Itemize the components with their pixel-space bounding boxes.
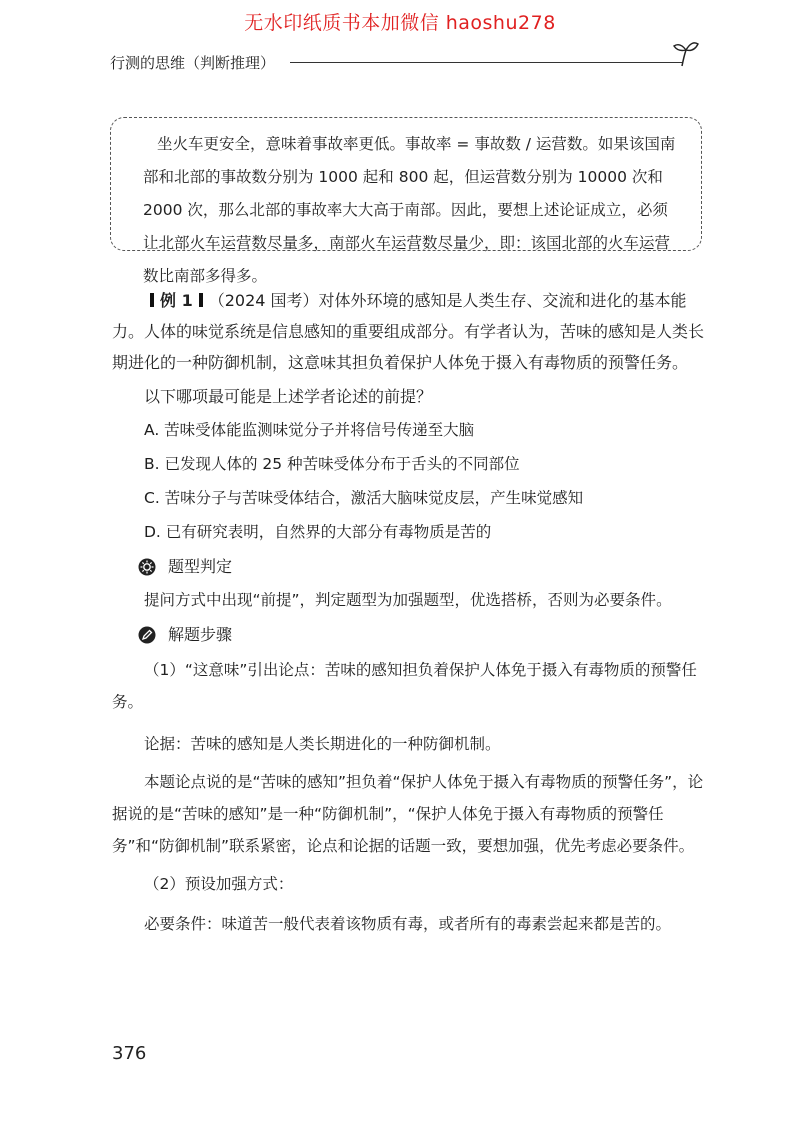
note-text: 坐火车更安全，意味着事故率更低。事故率 = 事故数 / 运营数。如果该国南部和北部的事故数分别为 1000 起和 800 起，但运营数分别为 10000 次和 2000 次，那么北部的事故率大大高于南部。因此，要想上述论证成立，必须让北部火车运营数尽量多，南部火车运营数尽量少，即：该国北部的火车运营数比南部多得多。	[143, 135, 676, 285]
section-steps-title: 解题步骤	[168, 625, 233, 644]
pen-icon	[138, 626, 156, 644]
analysis-text: 本题论点说的是“苦味的感知”担负着“保护人体免于摄入有毒物质的预警任务”，论据说的是“苦味的感知”是一种“防御机制”，“保护人体免于摄入有毒物质的预警任务”和“防御机制”联系紧密，论点和论据的话题一致，要想加强，优先考虑必要条件。	[112, 773, 704, 855]
section-type-heading	[138, 552, 704, 582]
example-question: 以下哪项最可能是上述学者论述的前提？	[144, 387, 433, 406]
option-a: A. 苦味受体能监测味觉分子并将信号传递至大脑	[144, 421, 475, 439]
sprout-icon	[672, 38, 700, 68]
sun-icon	[138, 558, 156, 576]
condition-text: 必要条件：味道苦一般代表着该物质有毒，或者所有的毒素尝起来都是苦的。	[144, 915, 672, 933]
option-b: B. 已发现人体的 25 种苦味受体分布于舌头的不同部位	[144, 455, 520, 473]
page-number: 376	[112, 1043, 147, 1064]
section-steps-heading	[138, 620, 704, 650]
option-c: C. 苦味分子与苦味受体结合，激活大脑味觉皮层，产生味觉感知	[144, 489, 584, 507]
option-d: D. 已有研究表明，自然界的大部分有毒物质是苦的	[144, 523, 492, 541]
example-source: （2024 国考）	[208, 291, 319, 310]
header-rule	[290, 62, 682, 63]
section-type-title: 题型判定	[168, 557, 233, 576]
example-bar-right	[199, 293, 203, 307]
example-stem: 对体外环境的感知是人类生存、交流和进化的基本能力。人体的味觉系统是信息感知的重要组成部分。有学者认为，苦味的感知是人类长期进化的一种防御机制，这意味其担负着保护人体免于摄入有毒物质的预警任务。	[112, 291, 705, 372]
example-label: 例 1	[160, 291, 193, 310]
step-1-text: （1）“这意味”引出论点：苦味的感知担负着保护人体免于摄入有毒物质的预警任务。	[112, 661, 697, 711]
running-header-title: 行测的思维（判断推理）	[110, 54, 276, 72]
section-type-text: 提问方式中出现“前提”，判定题型为加强题型，优选搭桥，否则为必要条件。	[144, 591, 672, 609]
main-content	[112, 284, 704, 940]
watermark-text: 无水印纸质书本加微信 haoshu278	[244, 12, 556, 34]
step-2-text: （2）预设加强方式：	[144, 875, 294, 893]
example-bar-left	[150, 293, 154, 307]
note-box	[110, 117, 702, 285]
evidence-text: 论据：苦味的感知是人类长期进化的一种防御机制。	[144, 735, 501, 753]
example-paragraph	[112, 285, 704, 378]
